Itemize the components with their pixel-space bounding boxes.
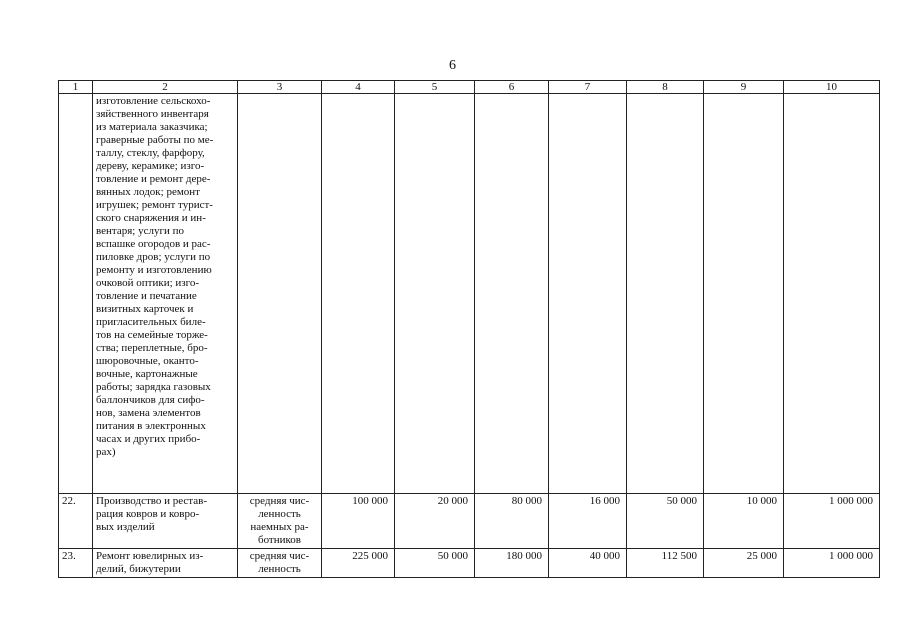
value-cell: 225 000: [322, 549, 395, 578]
physical-indicator: средняя чис- ленность наемных ра- ботников: [238, 494, 322, 549]
value-cell: 10 000: [704, 494, 784, 549]
page-number: 6: [449, 58, 456, 73]
column-number: 10: [784, 81, 880, 94]
value-cell: [704, 94, 784, 494]
tariff-table: [58, 80, 880, 578]
row-number: 23.: [59, 549, 93, 578]
table-row: [59, 494, 880, 549]
value-cell: 50 000: [627, 494, 704, 549]
column-number: 5: [395, 81, 475, 94]
value-cell: [475, 94, 549, 494]
value-cell: 1 000 000: [784, 494, 880, 549]
activity-description: Производство и рестав- рация ковров и ковро- вых изделий: [93, 494, 238, 549]
column-number: 1: [59, 81, 93, 94]
table-row: [59, 549, 880, 578]
column-number: 4: [322, 81, 395, 94]
value-cell: 25 000: [704, 549, 784, 578]
activity-description: Ремонт ювелирных из- делий, бижутерии: [93, 549, 238, 578]
value-cell: 100 000: [322, 494, 395, 549]
value-cell: [549, 94, 627, 494]
column-number: 9: [704, 81, 784, 94]
column-number: 6: [475, 81, 549, 94]
physical-indicator: средняя чис- ленность: [238, 549, 322, 578]
value-cell: 16 000: [549, 494, 627, 549]
value-cell: 80 000: [475, 494, 549, 549]
column-number-row: [59, 81, 880, 94]
physical-indicator: [238, 94, 322, 494]
activity-description: изготовление сельскохо- зяйственного инвентаря из материала заказчика; граверные работы по ме- таллу, стеклу, фарфору, дереву, керамике; изго- товление и ремонт дере- вянных лодок; ремонт игрушек; ремонт турист- ского снаряжения и ин- вентаря; услуги по вспашке огородов и рас- пиловке дров; услуги по ремонту и изготовлению очковой оптики; изго- товление и печатание визитных карточек и пригласительных биле- тов на семейные торже- ства; переплетные, бро- шюровочные, оканто- вочные, картонажные работы; зарядка газовых баллончиков для сифо- нов, замена элементов питания в электронных часах и других прибо- рах): [93, 94, 238, 494]
value-cell: 20 000: [395, 494, 475, 549]
value-cell: 1 000 000: [784, 549, 880, 578]
value-cell: [395, 94, 475, 494]
value-cell: [784, 94, 880, 494]
column-number: 7: [549, 81, 627, 94]
row-number: 22.: [59, 494, 93, 549]
table-row: [59, 94, 880, 494]
value-cell: 112 500: [627, 549, 704, 578]
row-number: [59, 94, 93, 494]
value-cell: [627, 94, 704, 494]
value-cell: 40 000: [549, 549, 627, 578]
column-number: 8: [627, 81, 704, 94]
value-cell: [322, 94, 395, 494]
value-cell: 180 000: [475, 549, 549, 578]
column-number: 2: [93, 81, 238, 94]
column-number: 3: [238, 81, 322, 94]
value-cell: 50 000: [395, 549, 475, 578]
